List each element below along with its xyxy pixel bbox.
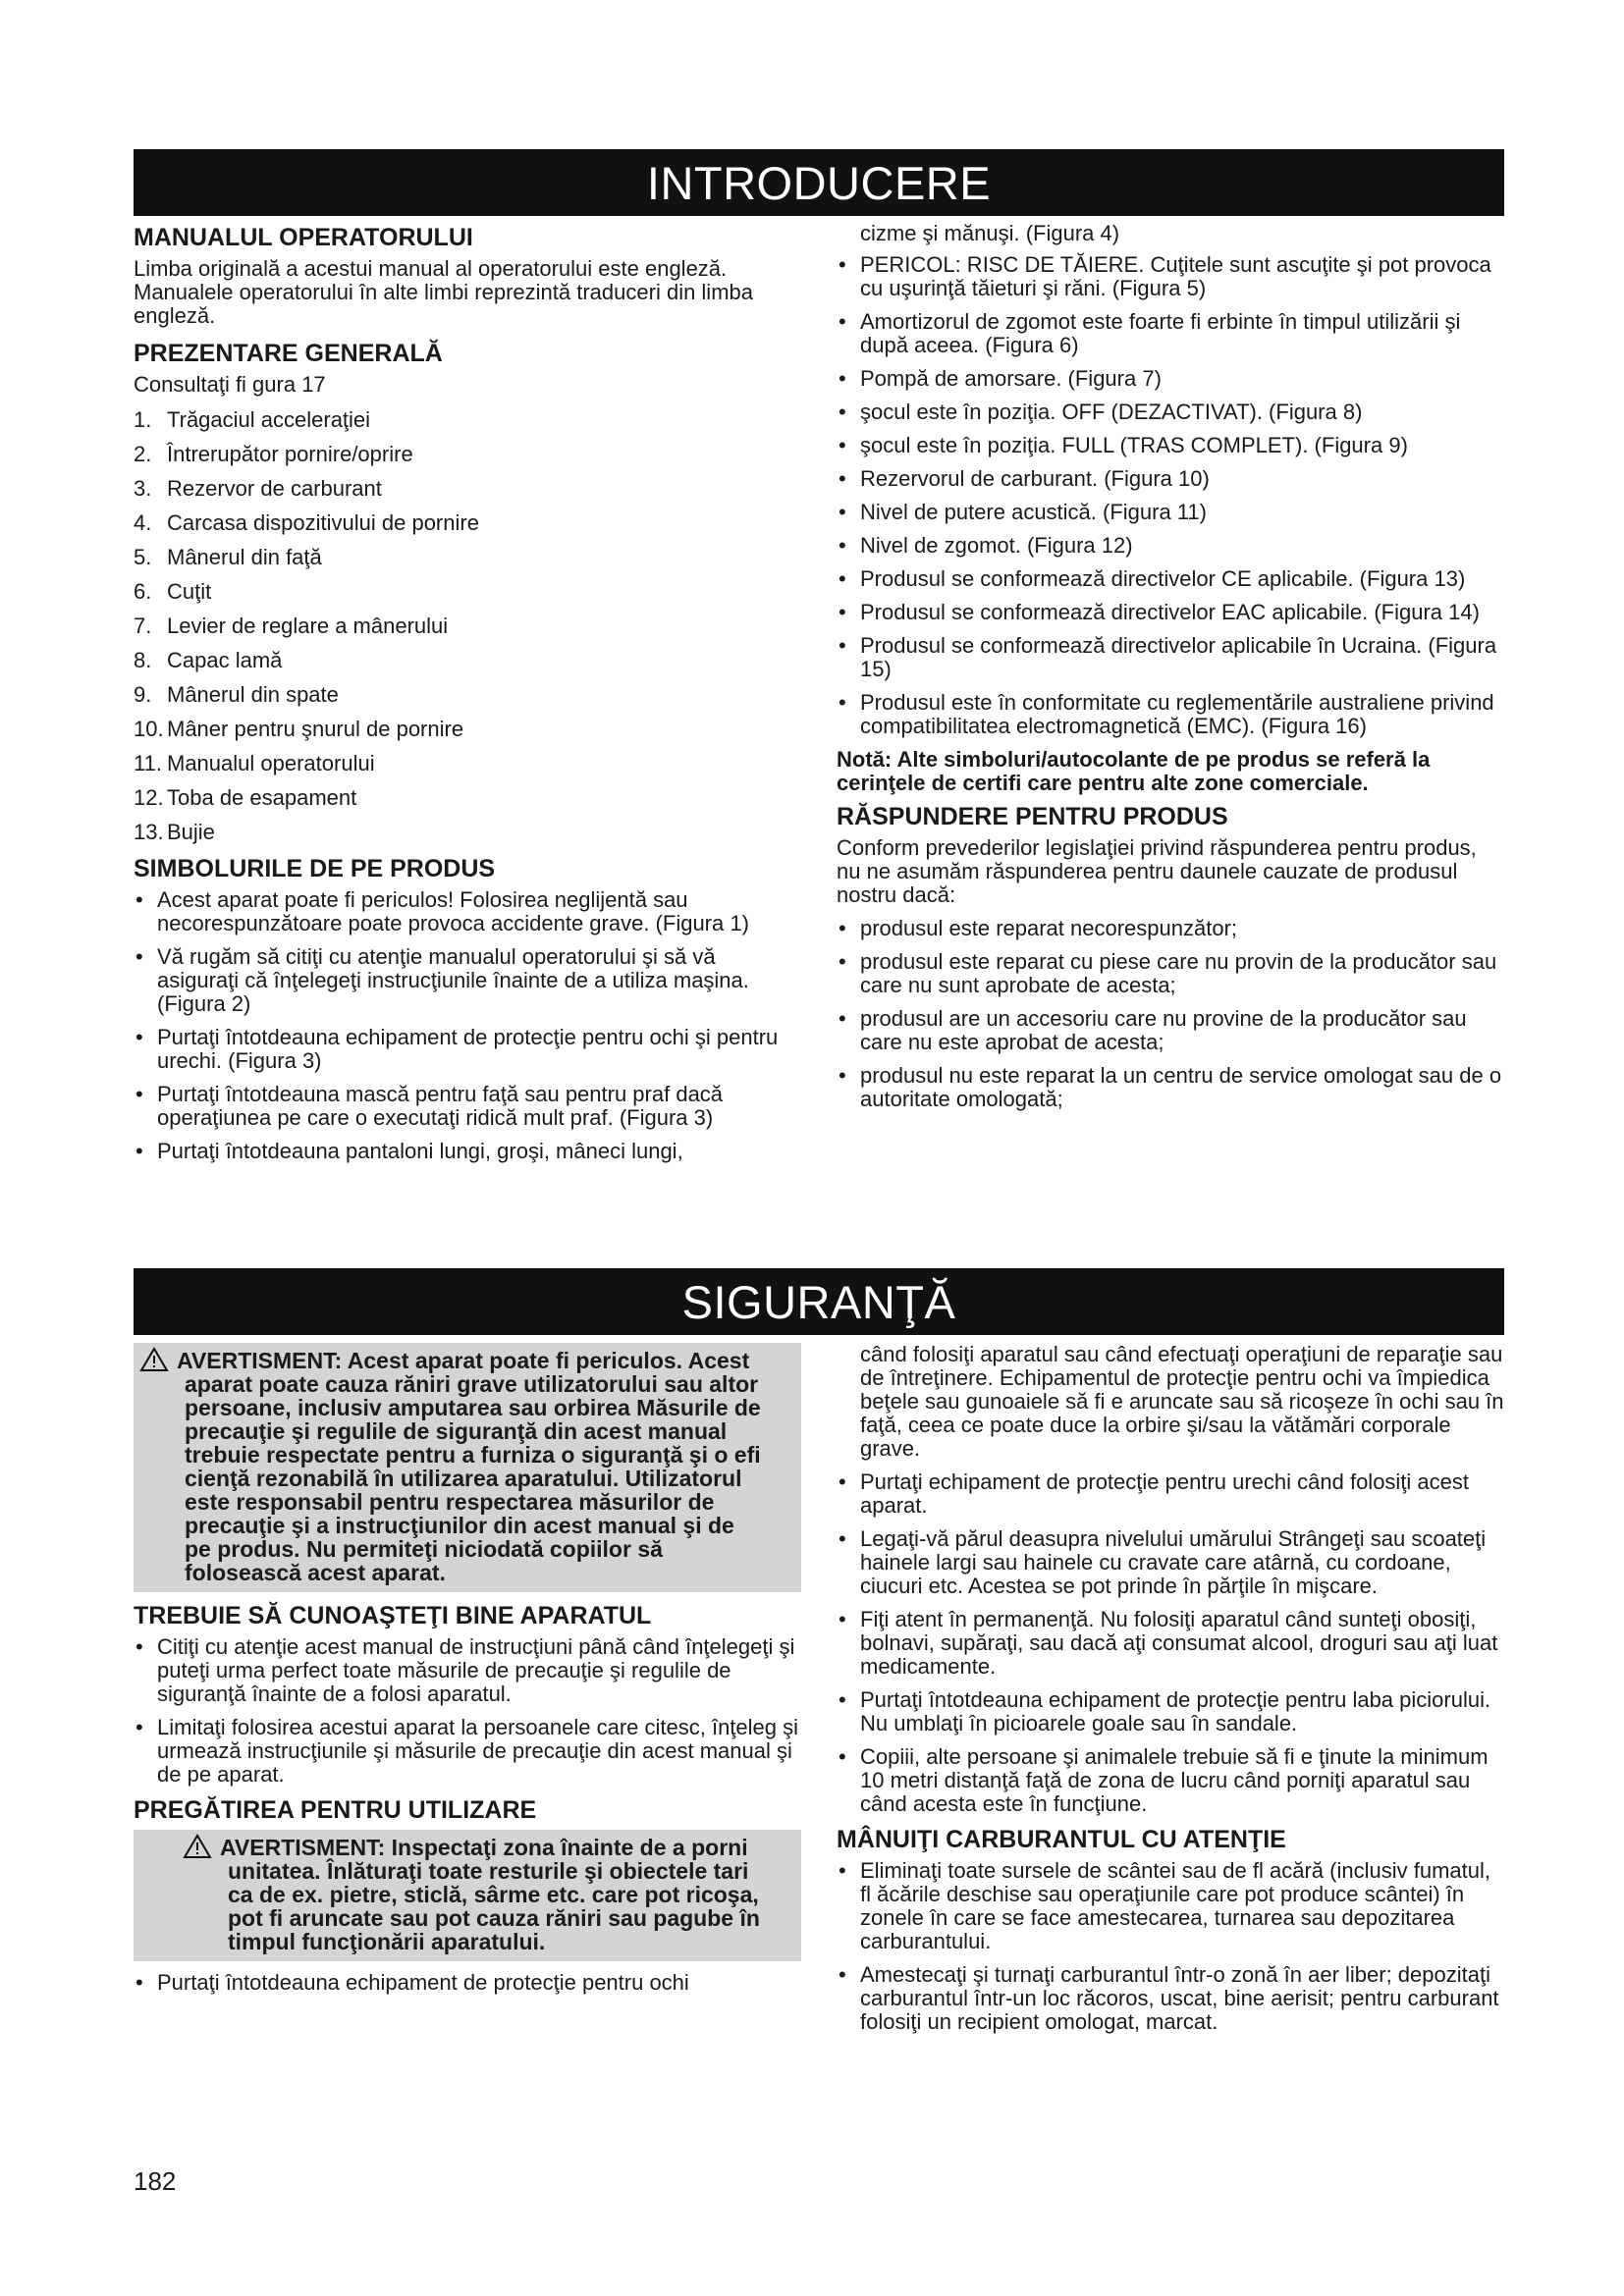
symbol-item: • şocul este în poziţia. OFF (DEZACTIVAT). (Figura 8) xyxy=(837,400,1504,424)
liability-item: • produsul nu este reparat la un centru de service omologat sau de o autoritate omologată; xyxy=(837,1064,1504,1111)
prep-heading: PREGĂTIREA PENTRU UTILIZARE xyxy=(134,1796,537,1824)
safety-right-column xyxy=(837,1343,1504,2044)
symbol-item: • Pompă de amorsare. (Figura 7) xyxy=(837,367,1504,391)
liability-text: Conform prevederilor legislaţiei privind răspunderea pentru produs, nu ne asumăm răspunderea pentru daunele cauzate de produsul nostru dacă: xyxy=(837,835,1477,907)
fuel-item: • Amestecaţi şi turnaţi carburantul într-o zonă în aer liber; depozitaţi carburantul într-un loc răcoros, uscat, bine aerisit; pentru carburant folosiţi un recipient omologat, marcat. xyxy=(837,1963,1504,2034)
warning-prep-text: AVERTISMENT: Inspectaţi zona înainte de a porni unitatea. Înlăturaţi toate resturile şi obiectele tari ca de ex. pietre, sticlă, sârme etc. care pot ricoşa, pot fi aruncate sau pot cauza răniri sau pagube în timpul funcţionării aparatului. xyxy=(220,1835,760,1954)
prep-item: • Purtaţi întotdeauna echipament de protecţie pentru laba piciorului. Nu umblaţi în picioarele goale sau în sandale. xyxy=(837,1688,1504,1735)
symbols-note: Notă: Alte simboluri/autocolante de pe produs se referă la cerinţele de certifi care pentru alte zone comerciale. xyxy=(837,747,1431,795)
know-item: • Limitaţi folosirea acestui aparat la persoanele care citesc, înţeleg şi urmează instrucţiunile şi măsurile de precauţie din acest manual şi de pe aparat. xyxy=(134,1716,801,1787)
liability-heading: RĂSPUNDERE PENTRU PRODUS xyxy=(837,803,1228,830)
symbol-item: • Purtaţi întotdeauna echipament de protecţie pentru ochi şi pentru urechi. (Figura 3) xyxy=(134,1026,801,1073)
warning-box-prep xyxy=(134,1830,801,1961)
know-item: • Citiţi cu atenţie acest manual de instrucţiuni până când înţelegeţi şi puteţi urma perfect toate măsurile de precauţie şi regulile de siguranţă înainte de a folosi aparatul. xyxy=(134,1635,801,1706)
symbol-item: • Nivel de putere acustică. (Figura 11) xyxy=(837,501,1504,524)
know-list xyxy=(134,1635,801,1787)
symbols-heading: SIMBOLURILE DE PE PRODUS xyxy=(134,855,496,882)
parts-list-item: 3. Rezervor de carburant xyxy=(134,476,382,501)
symbol-item: • şocul este în poziţia. FULL (TRAS COMPLET). (Figura 9) xyxy=(837,434,1504,457)
fuel-item: • Eliminaţi toate sursele de scântei sau de fl acără (inclusiv fumatul, fl ăcările deschise sau operaţiunile care pot produce scântei) în zonele în care se face amestecarea, turnarea sau depozitarea carburantului. xyxy=(837,1859,1504,1953)
prep-item: • Copiii, alte persoane şi animalele trebuie să fi e ţinute la minimum 10 metri distanţă faţă de zona de lucru când porniţi aparatul sau când acesta este în funcţiune. xyxy=(837,1745,1504,1816)
symbols-continuation: cizme şi mănuşi. (Figura 4) xyxy=(860,221,1120,245)
prep-item: • Purtaţi echipament de protecţie pentru urechi când folosiţi acest aparat. xyxy=(837,1470,1504,1518)
fuel-heading: MÂNUIŢI CARBURANTUL CU ATENŢIE xyxy=(837,1826,1286,1853)
intro-left-column xyxy=(134,224,801,1173)
parts-list-item: 5. Mânerul din faţă xyxy=(134,545,322,569)
prep-list-right xyxy=(837,1470,1504,1816)
parts-list-item: 10. Mâner pentru şnurul de pornire xyxy=(134,717,464,741)
warning-triangle-icon xyxy=(183,1834,212,1859)
symbol-item: • PERICOL: RISC DE TĂIERE. Cuţitele sunt ascuţite şi pot provoca cu uşurinţă tăieturi şi răni. (Figura 5) xyxy=(837,253,1504,300)
parts-list-item: 4. Carcasa dispozitivului de pornire xyxy=(134,510,479,535)
symbol-item: • Vă rugăm să citiţi cu atenţie manualul operatorului şi să vă asiguraţi că înţelegeţi instrucţiunile înainte de a utiliza maşina. (Figura 2) xyxy=(134,945,801,1016)
parts-list-item: 7. Levier de reglare a mânerului xyxy=(134,614,449,638)
parts-list-item: 1. Trăgaciul acceleraţiei xyxy=(134,407,371,432)
liability-list xyxy=(837,917,1504,1111)
parts-list-item: 2. Întrerupător pornire/oprire xyxy=(134,442,413,466)
symbol-item: • Acest aparat poate fi periculos! Folosirea neglijentă sau necorespunzătoare poate provoca accidente grave. (Figura 1) xyxy=(134,888,801,935)
symbol-item: • Purtaţi întotdeauna mască pentru faţă sau pentru praf dacă operaţiunea pe care o executaţi ridică mult praf. (Figura 3) xyxy=(134,1083,801,1130)
parts-list-item: 8. Capac lamă xyxy=(134,648,283,672)
symbol-item: • Produsul se conformează directivelor aplicabile în Ucraina. (Figura 15) xyxy=(837,634,1504,681)
prep-item: • Fiţi atent în permanenţă. Nu folosiţi aparatul când sunteţi obosiţi, bolnavi, supăraţi, sau dacă aţi consumat alcool, droguri sau aţi luat medicamente. xyxy=(837,1608,1504,1679)
liability-item: • produsul este reparat cu piese care nu provin de la producător sau care nu sunt aprobate de acesta; xyxy=(837,950,1504,997)
symbol-item: • Nivel de zgomot. (Figura 12) xyxy=(837,534,1504,558)
manual-heading: MANUALUL OPERATORULUI xyxy=(134,224,473,251)
overview-intro: Consultaţi fi gura 17 xyxy=(134,372,326,397)
prep-item: • Purtaţi întotdeauna echipament de protecţie pentru ochi xyxy=(134,1971,801,1995)
know-heading: TREBUIE SĂ CUNOAŞTEŢI BINE APARATUL xyxy=(134,1602,652,1629)
symbol-item: • Rezervorul de carburant. (Figura 10) xyxy=(837,467,1504,491)
symbol-item: • Produsul se conformează directivelor CE aplicabile. (Figura 13) xyxy=(837,567,1504,591)
parts-list-item: 12. Toba de esapament xyxy=(134,785,357,810)
fuel-list xyxy=(837,1859,1504,2034)
prep-list-left xyxy=(134,1971,801,1995)
safety-banner: SIGURANŢĂ xyxy=(134,1268,1504,1335)
parts-list-item: 6. Cuţit xyxy=(134,579,212,604)
symbols-list-left xyxy=(134,888,801,1163)
prep-item: • Legaţi-vă părul deasupra nivelului umărului Strângeţi sau scoateţi hainele largi sau hainele cu cravate care atârnă, cu cordoane, ciucuri etc. Acestea se pot prinde în părţile în mişcare. xyxy=(837,1527,1504,1598)
parts-list-item: 13. Bujie xyxy=(134,820,215,844)
intro-right-column xyxy=(837,222,1504,1121)
prep-continuation: când folosiţi aparatul sau când efectuaţi operaţiuni de reparaţie sau de întreţinere. Echipamentul de protecţie pentru ochi va împiedica beţele sau gunoaiele să fi e aruncate sau să ricoşeze în ochi sau în faţă, ceea ce poate duce la orbire şi/sau la vătămări corporale grave. xyxy=(860,1342,1504,1461)
page-number: 182 xyxy=(134,2166,177,2196)
manual-text: Limba originală a acestui manual al operatorului este engleză. Manualele operatorului în alte limbi reprezintă traduceri din limba engleză. xyxy=(134,256,753,328)
parts-list xyxy=(134,408,801,844)
symbol-item: • Amortizorul de zgomot este foarte fi erbinte în timpul utilizării şi după aceea. (Figura 6) xyxy=(837,310,1504,357)
liability-item: • produsul are un accesoriu care nu provine de la producător sau care nu este aprobat de acesta; xyxy=(837,1007,1504,1054)
parts-list-item: 11. Manualul operatorului xyxy=(134,751,375,775)
parts-list-item: 9. Mânerul din spate xyxy=(134,682,339,707)
symbol-item: • Produsul se conformează directivelor EAC aplicabile. (Figura 14) xyxy=(837,601,1504,624)
warning-general-text: AVERTISMENT: Acest aparat poate fi periculos. Acest aparat poate cauza răniri grave utilizatorului sau altor persoane, inclusiv amputarea sau orbirea Măsurile de precauţie şi regulile de siguranţă din acest manual trebuie respectate pentru a furniza o siguranţă şi o efi cienţă rezonabilă în utilizarea aparatului. Utilizatorul este responsabil pentru respectarea măsurilor de precauţie şi a instrucţiunilor din acest manual şi de pe produs. Nu permiteţi niciodată copiilor să folosească acest aparat. xyxy=(177,1348,761,1585)
liability-item: • produsul este reparat necorespunzător; xyxy=(837,917,1504,940)
intro-banner: INTRODUCERE xyxy=(134,149,1504,216)
overview-heading: PREZENTARE GENERALĂ xyxy=(134,340,443,367)
warning-triangle-icon xyxy=(139,1347,169,1372)
symbol-item: • Produsul este în conformitate cu reglementările australiene privind compatibilitatea electromagnetică (EMC). (Figura 16) xyxy=(837,691,1504,738)
symbols-list-right xyxy=(837,253,1504,738)
safety-left-column xyxy=(134,1343,801,2004)
warning-box-general xyxy=(134,1343,801,1592)
symbol-item: • Purtaţi întotdeauna pantaloni lungi, groşi, mâneci lungi, xyxy=(134,1140,801,1163)
